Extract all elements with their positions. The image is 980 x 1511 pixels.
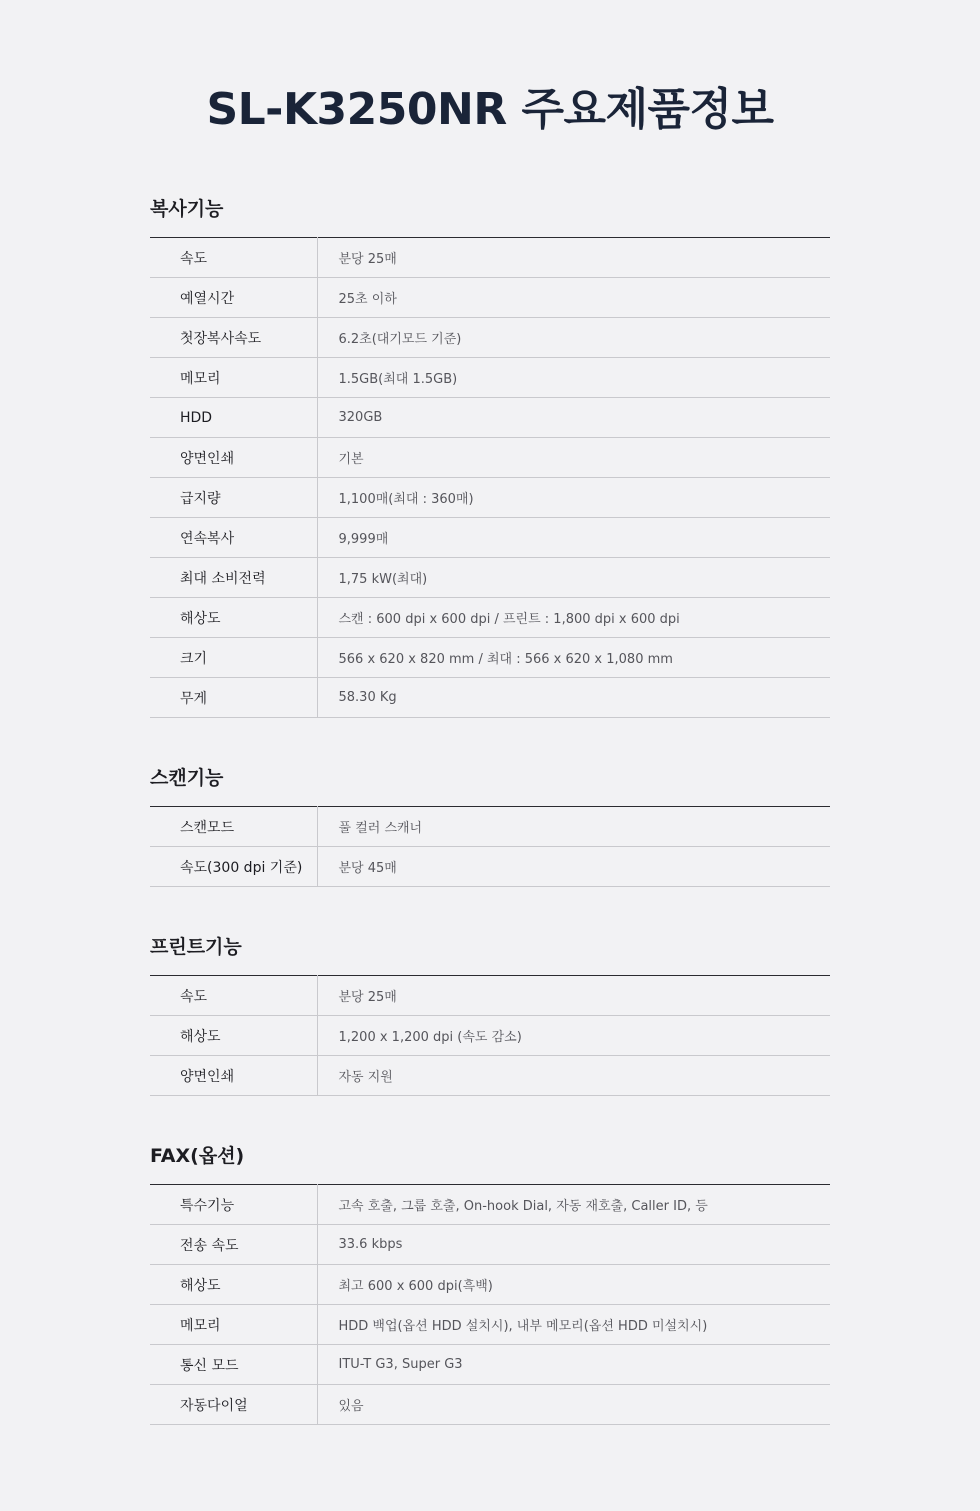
spec-value: 분당 25매 <box>317 238 830 278</box>
section-print <box>150 932 830 1096</box>
spec-value: 최고 600 x 600 dpi(흑백) <box>317 1265 830 1305</box>
spec-value: HDD 백업(옵션 HDD 설치시), 내부 메모리(옵션 HDD 미설치시) <box>317 1305 830 1345</box>
spec-label: 속도 <box>150 238 317 278</box>
spec-label: 양면인쇄 <box>150 1056 317 1096</box>
spec-label: 스캔모드 <box>150 807 317 847</box>
spec-label: 첫장복사속도 <box>150 318 317 358</box>
spec-value: 1,75 kW(최대) <box>317 558 830 598</box>
spec-label: 크기 <box>150 638 317 678</box>
spec-label: 해상도 <box>150 1016 317 1056</box>
table-row <box>150 1225 830 1265</box>
table-row <box>150 1265 830 1305</box>
table-row <box>150 318 830 358</box>
section-title: FAX(옵션) <box>150 1145 245 1167</box>
spec-label: 속도(300 dpi 기준) <box>150 847 317 887</box>
spec-value: 566 x 620 x 820 mm / 최대 : 566 x 620 x 1,080 mm <box>317 638 830 678</box>
spec-label: 최대 소비전력 <box>150 558 317 598</box>
spec-table-scan <box>150 806 830 887</box>
spec-label: 무게 <box>150 678 317 718</box>
spec-label: 통신 모드 <box>150 1345 317 1385</box>
table-row <box>150 1345 830 1385</box>
section-title: 스캔기능 <box>150 767 224 789</box>
table-row <box>150 1056 830 1096</box>
spec-label: 급지량 <box>150 478 317 518</box>
spec-value: 6.2초(대기모드 기준) <box>317 318 830 358</box>
spec-value: 기본 <box>317 438 830 478</box>
spec-value: 320GB <box>317 398 830 438</box>
table-row <box>150 1185 830 1225</box>
spec-value: 9,999매 <box>317 518 830 558</box>
spec-label: 자동다이얼 <box>150 1385 317 1425</box>
spec-label: HDD <box>150 398 317 438</box>
page-title: SL-K3250NR 주요제품정보 <box>206 84 774 135</box>
table-row <box>150 598 830 638</box>
table-row <box>150 1016 830 1056</box>
spec-table-copy <box>150 237 830 718</box>
table-row <box>150 558 830 598</box>
table-row <box>150 807 830 847</box>
table-row <box>150 238 830 278</box>
spec-value: 있음 <box>317 1385 830 1425</box>
table-row <box>150 638 830 678</box>
table-row <box>150 976 830 1016</box>
spec-value: 분당 45매 <box>317 847 830 887</box>
table-row <box>150 1305 830 1345</box>
spec-value: 스캔 : 600 dpi x 600 dpi / 프린트 : 1,800 dpi x 600 dpi <box>317 598 830 638</box>
spec-label: 메모리 <box>150 1305 317 1345</box>
spec-value: 1,200 x 1,200 dpi (속도 감소) <box>317 1016 830 1056</box>
table-row <box>150 847 830 887</box>
spec-value: 분당 25매 <box>317 976 830 1016</box>
spec-table-fax <box>150 1184 830 1425</box>
section-scan <box>150 763 830 887</box>
table-row <box>150 1385 830 1425</box>
spec-label: 연속복사 <box>150 518 317 558</box>
spec-value: 자동 지원 <box>317 1056 830 1096</box>
spec-label: 양면인쇄 <box>150 438 317 478</box>
table-row <box>150 438 830 478</box>
spec-value: 25초 이하 <box>317 278 830 318</box>
spec-label: 메모리 <box>150 358 317 398</box>
table-row <box>150 358 830 398</box>
section-fax <box>150 1141 830 1425</box>
spec-value: 33.6 kbps <box>317 1225 830 1265</box>
table-row <box>150 478 830 518</box>
table-row <box>150 518 830 558</box>
table-row <box>150 398 830 438</box>
spec-value: 고속 호출, 그룹 호출, On-hook Dial, 자동 재호출, Caller ID, 등 <box>317 1185 830 1225</box>
spec-label: 해상도 <box>150 1265 317 1305</box>
spec-label: 전송 속도 <box>150 1225 317 1265</box>
table-row <box>150 678 830 718</box>
spec-value: 풀 컬러 스캐너 <box>317 807 830 847</box>
table-row <box>150 278 830 318</box>
section-title: 프린트기능 <box>150 936 242 958</box>
spec-value: 1,100매(최대 : 360매) <box>317 478 830 518</box>
spec-value: 58.30 Kg <box>317 678 830 718</box>
spec-label: 속도 <box>150 976 317 1016</box>
spec-label: 특수기능 <box>150 1185 317 1225</box>
section-copy <box>150 194 830 718</box>
spec-table-print <box>150 975 830 1096</box>
spec-label: 해상도 <box>150 598 317 638</box>
spec-label: 예열시간 <box>150 278 317 318</box>
section-title: 복사기능 <box>150 198 224 220</box>
spec-value: ITU-T G3, Super G3 <box>317 1345 830 1385</box>
spec-value: 1.5GB(최대 1.5GB) <box>317 358 830 398</box>
